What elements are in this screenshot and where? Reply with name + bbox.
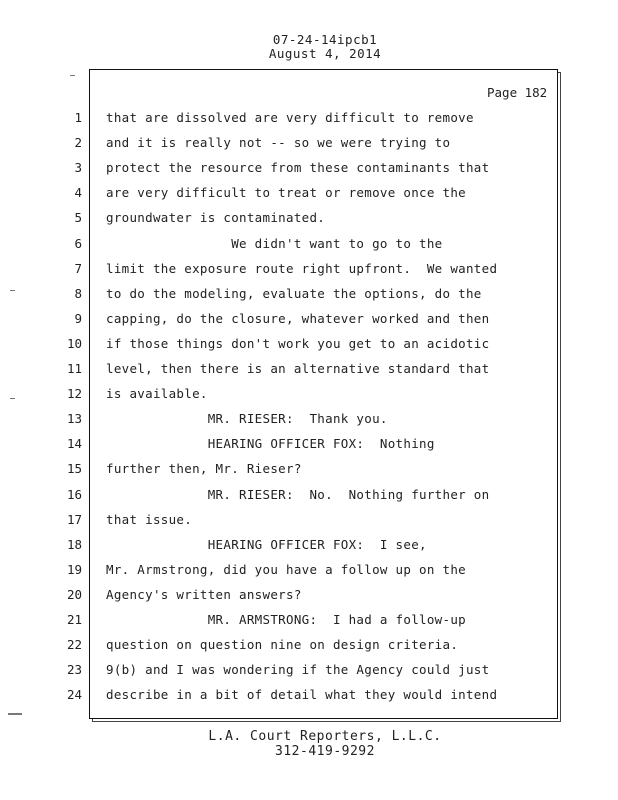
case-number-header: 07-24-14ipcb1 [272, 32, 378, 47]
line-number: 9 [74, 311, 82, 326]
line-number: 5 [74, 210, 82, 225]
line-number: 1 [74, 110, 82, 125]
transcript-line: that issue. [106, 512, 193, 527]
date-header: August 4, 2014 [268, 46, 382, 61]
line-number: 10 [66, 336, 82, 351]
line-number: 23 [66, 662, 82, 677]
scan-mark [10, 398, 15, 399]
line-number: 4 [74, 185, 82, 200]
transcript-line: are very difficult to treat or remove once the [106, 185, 466, 200]
scan-mark [10, 290, 15, 291]
transcript-line: We didn't want to go to the [106, 236, 443, 251]
transcript-line: if those things don't work you get to an acidotic [106, 336, 490, 351]
line-number: 12 [66, 386, 82, 401]
line-number: 8 [74, 286, 82, 301]
transcript-line: is available. [106, 386, 208, 401]
transcript-line: HEARING OFFICER FOX: Nothing [106, 436, 435, 451]
transcript-line: to do the modeling, evaluate the options, do the [106, 286, 482, 301]
reporter-company: L.A. Court Reporters, L.L.C. [208, 729, 442, 744]
line-number: 18 [66, 537, 82, 552]
transcript-line: HEARING OFFICER FOX: I see, [106, 537, 427, 552]
line-number: 14 [66, 436, 82, 451]
transcript-line: Agency's written answers? [106, 587, 302, 602]
line-number: 17 [66, 512, 82, 527]
transcript-line: MR. RIESER: No. Nothing further on [106, 487, 490, 502]
line-number: 7 [74, 261, 82, 276]
line-number: 15 [66, 461, 82, 476]
transcript-line: and it is really not -- so we were trying to [106, 135, 451, 150]
line-number: 13 [66, 411, 82, 426]
line-number: 19 [66, 562, 82, 577]
transcript-line: capping, do the closure, whatever worked and then [106, 311, 490, 326]
line-number: 22 [66, 637, 82, 652]
scan-mark [70, 75, 75, 76]
line-number: 6 [74, 236, 82, 251]
reporter-phone: 312-419-9292 [275, 744, 375, 759]
line-number: 2 [74, 135, 82, 150]
line-number: 24 [66, 687, 82, 702]
transcript-line: level, then there is an alternative standard that [106, 361, 490, 376]
transcript-line: Mr. Armstrong, did you have a follow up on the [106, 562, 466, 577]
transcript-line: that are dissolved are very difficult to remove [106, 110, 474, 125]
page-number: Page 182 [487, 85, 548, 100]
line-number: 11 [66, 361, 82, 376]
transcript-line: 9(b) and I was wondering if the Agency could just [106, 662, 490, 677]
line-number: 3 [74, 160, 82, 175]
transcript-line: limit the exposure route right upfront. We wanted [106, 261, 498, 276]
transcript-line: further then, Mr. Rieser? [106, 461, 302, 476]
transcript-line: MR. ARMSTRONG: I had a follow-up [106, 612, 466, 627]
transcript-line: protect the resource from these contaminants that [106, 160, 490, 175]
transcript-line: describe in a bit of detail what they would intend [106, 687, 498, 702]
scan-mark [8, 713, 22, 715]
line-number: 21 [66, 612, 82, 627]
transcript-line: question on question nine on design criteria. [106, 637, 459, 652]
line-number: 20 [66, 587, 82, 602]
transcript-line: MR. RIESER: Thank you. [106, 411, 388, 426]
line-number: 16 [66, 487, 82, 502]
transcript-line: groundwater is contaminated. [106, 210, 326, 225]
